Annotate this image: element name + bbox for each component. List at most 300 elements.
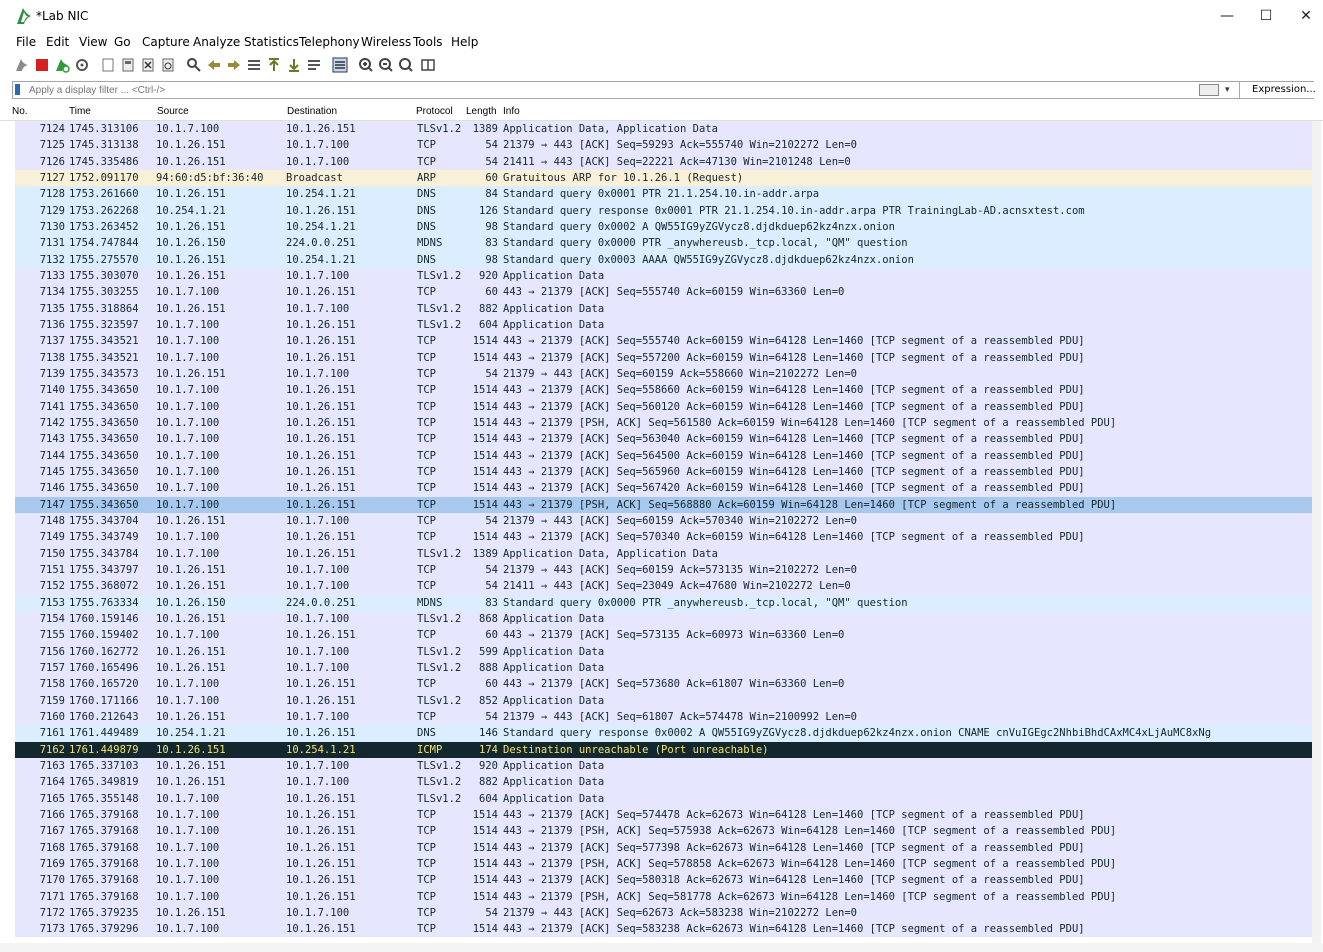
- packet-protocol: TLSv1.2: [417, 123, 462, 135]
- packet-row[interactable]: [15, 758, 1312, 774]
- packet-time: 1755.343784: [69, 547, 139, 560]
- packet-length: 98: [485, 253, 498, 266]
- packet-length: 1514: [472, 808, 498, 821]
- packet-source: 10.1.7.100: [156, 694, 220, 707]
- zoom-in-icon[interactable]: [358, 57, 374, 73]
- packet-source: 10.1.26.151: [156, 759, 226, 772]
- packet-length: 60: [485, 286, 498, 299]
- go-forward-icon[interactable]: [226, 57, 242, 73]
- packet-time: 1753.262268: [69, 204, 139, 217]
- packet-length: 1514: [472, 384, 498, 397]
- packet-destination: 10.1.7.100: [286, 612, 350, 625]
- title-bar: [0, 0, 1323, 33]
- packet-row[interactable]: [15, 415, 1312, 431]
- packet-length: 98: [485, 220, 498, 233]
- window-bottom-edge: [0, 943, 1323, 952]
- packet-no: 7151: [39, 563, 65, 576]
- packet-list-scrollbar[interactable]: [1312, 121, 1321, 943]
- normal-size-icon[interactable]: [398, 57, 414, 73]
- packet-time: 1765.379296: [69, 923, 139, 936]
- packet-row[interactable]: [15, 252, 1312, 268]
- packet-length: 888: [479, 661, 498, 674]
- packet-time: 1760.212643: [69, 710, 139, 723]
- packet-row[interactable]: [15, 219, 1312, 235]
- column-length[interactable]: Length: [466, 106, 497, 117]
- packet-destination: 10.1.26.151: [286, 433, 356, 446]
- packet-info: Standard query response 0x0001 PTR 21.1.254.10.in-addr.arpa PTR TrainingLab-AD.acnsxtest.com: [503, 204, 1085, 217]
- packet-time: 1761.449489: [69, 727, 139, 740]
- auto-scroll-icon[interactable]: [306, 57, 322, 73]
- packet-no: 7148: [39, 514, 65, 527]
- packet-protocol: TLSv1.2: [417, 694, 462, 707]
- packet-row[interactable]: [15, 921, 1312, 937]
- packet-no: 7165: [39, 792, 65, 805]
- packet-row[interactable]: [15, 121, 1312, 137]
- packet-source: 10.1.26.151: [156, 612, 226, 625]
- packet-row[interactable]: [15, 611, 1312, 627]
- packet-row[interactable]: [15, 872, 1312, 888]
- packet-destination: 10.1.7.100: [286, 563, 350, 576]
- packet-time: 1765.379168: [69, 874, 139, 887]
- packet-row[interactable]: [15, 840, 1312, 856]
- packet-no: 7142: [39, 416, 65, 429]
- packet-source: 10.1.26.151: [156, 743, 226, 756]
- packet-source: 10.1.7.100: [156, 318, 220, 331]
- packet-row[interactable]: [15, 382, 1312, 398]
- packet-time: 1755.343650: [69, 416, 139, 429]
- column-info[interactable]: Info: [503, 106, 520, 117]
- go-to-packet-icon[interactable]: [246, 57, 262, 73]
- expression-button[interactable]: Expression...: [1239, 82, 1323, 98]
- packet-source: 10.1.26.151: [156, 302, 226, 315]
- packet-no: 7149: [39, 531, 65, 544]
- packet-source: 10.1.26.151: [156, 563, 226, 576]
- packet-length: 1514: [472, 874, 498, 887]
- packet-row[interactable]: [15, 627, 1312, 643]
- packet-destination: 10.1.26.151: [286, 857, 356, 870]
- packet-source: 10.1.26.151: [156, 776, 226, 789]
- display-filter-input[interactable]: [17, 82, 1209, 98]
- filter-history-dropdown[interactable]: ▾: [1225, 85, 1230, 95]
- packet-info: 21379 → 443 [ACK] Seq=60159 Ack=573135 Win=2102272 Len=0: [503, 563, 858, 576]
- packet-row[interactable]: [15, 284, 1312, 300]
- packet-row[interactable]: [15, 742, 1312, 758]
- packet-info: 443 → 21379 [ACK] Seq=580318 Ack=62673 Win=64128 Len=1460 [TCP segment of a reassembled PDU]: [503, 874, 1085, 887]
- packet-row[interactable]: [15, 513, 1312, 529]
- wireshark-fin-icon: [14, 6, 34, 26]
- last-packet-icon[interactable]: [286, 57, 302, 73]
- packet-row[interactable]: [15, 497, 1312, 513]
- packet-info: 21379 → 443 [ACK] Seq=60159 Ack=570340 Win=2102272 Len=0: [503, 514, 858, 527]
- packet-no: 7160: [39, 710, 65, 723]
- packet-time: 1765.379168: [69, 825, 139, 838]
- packet-length: 60: [485, 678, 498, 691]
- packet-protocol: TCP: [417, 155, 436, 168]
- packet-length: 146: [479, 727, 498, 740]
- packet-destination: 10.1.26.151: [286, 498, 356, 511]
- menu-telephony[interactable]: Telephony: [299, 35, 360, 49]
- packet-length: 1514: [472, 890, 498, 903]
- packet-protocol: TCP: [417, 629, 436, 642]
- column-time[interactable]: Time: [69, 106, 91, 117]
- packet-time: 1765.337103: [69, 759, 139, 772]
- packet-time: 1755.303070: [69, 269, 139, 282]
- packet-row[interactable]: [15, 350, 1312, 366]
- packet-row[interactable]: [15, 333, 1312, 349]
- packet-protocol: TLSv1.2: [417, 269, 462, 282]
- packet-source: 10.1.26.151: [156, 253, 226, 266]
- packet-destination: 10.1.26.151: [286, 123, 356, 135]
- column-protocol[interactable]: Protocol: [416, 106, 453, 117]
- packet-row[interactable]: [15, 203, 1312, 219]
- packet-destination: 10.1.7.100: [286, 302, 350, 315]
- packet-no: 7143: [39, 433, 65, 446]
- packet-destination: 10.254.1.21: [286, 188, 356, 201]
- packet-destination: 10.1.26.151: [286, 792, 356, 805]
- packet-time: 1755.343704: [69, 514, 139, 527]
- packet-time: 1755.343521: [69, 351, 139, 364]
- packet-row[interactable]: [15, 317, 1312, 333]
- packet-length: 920: [479, 269, 498, 282]
- packet-destination: 10.1.26.151: [286, 923, 356, 936]
- packet-row[interactable]: [15, 137, 1312, 153]
- packet-row[interactable]: [15, 709, 1312, 725]
- column-no[interactable]: No.: [12, 106, 28, 117]
- packet-row[interactable]: [15, 644, 1312, 660]
- packet-no: 7167: [39, 825, 65, 838]
- packet-length: 84: [485, 188, 498, 201]
- packet-row[interactable]: [15, 905, 1312, 921]
- packet-no: 7170: [39, 874, 65, 887]
- packet-row[interactable]: [15, 856, 1312, 872]
- packet-length: 83: [485, 237, 498, 250]
- packet-info: Application Data: [503, 612, 605, 625]
- column-destination[interactable]: Destination: [287, 106, 338, 117]
- packet-destination: 10.1.26.151: [286, 874, 356, 887]
- packet-row[interactable]: [15, 301, 1312, 317]
- menu-edit[interactable]: Edit: [46, 35, 70, 49]
- packet-row[interactable]: [15, 791, 1312, 807]
- packet-protocol: TCP: [417, 351, 436, 364]
- menu-statistics[interactable]: Statistics: [244, 35, 299, 49]
- packet-length: 83: [485, 596, 498, 609]
- packet-info: 443 → 21379 [ACK] Seq=563040 Ack=60159 Win=64128 Len=1460 [TCP segment of a reassembled PDU]: [503, 433, 1085, 446]
- packet-destination: 10.1.26.151: [286, 727, 356, 740]
- packet-row[interactable]: [15, 889, 1312, 905]
- packet-time: 1755.343650: [69, 400, 139, 413]
- packet-protocol: ICMP: [417, 743, 443, 756]
- packet-info: Destination unreachable (Port unreachable): [503, 743, 769, 756]
- packet-row[interactable]: [15, 807, 1312, 823]
- packet-source: 10.1.7.100: [156, 531, 220, 544]
- go-back-icon[interactable]: [206, 57, 222, 73]
- packet-no: 7124: [39, 123, 65, 135]
- packet-source: 10.1.7.100: [156, 857, 220, 870]
- stop-capture-icon[interactable]: [34, 57, 50, 73]
- menu-go[interactable]: Go: [114, 35, 131, 49]
- packet-no: 7128: [39, 188, 65, 201]
- packet-source: 10.1.26.151: [156, 710, 226, 723]
- packet-protocol: TCP: [417, 710, 436, 723]
- first-packet-icon[interactable]: [266, 57, 282, 73]
- apply-filter-arrow-icon[interactable]: [1199, 84, 1219, 96]
- packet-protocol: TLSv1.2: [417, 547, 462, 560]
- packet-info: 21379 → 443 [ACK] Seq=59293 Ack=555740 Win=2102272 Len=0: [503, 139, 858, 152]
- packet-row[interactable]: [15, 448, 1312, 464]
- packet-row[interactable]: [15, 170, 1312, 186]
- open-file-icon[interactable]: [100, 57, 116, 73]
- packet-no: 7131: [39, 237, 65, 250]
- packet-protocol: DNS: [417, 204, 436, 217]
- packet-row[interactable]: [15, 480, 1312, 496]
- packet-info: Standard query 0x0000 PTR _anywhereusb._tcp.local, "QM" question: [503, 237, 908, 250]
- display-filter-bar: [12, 81, 1314, 99]
- packet-info: 21379 → 443 [ACK] Seq=60159 Ack=558660 Win=2102272 Len=0: [503, 367, 858, 380]
- packet-source: 10.1.26.151: [156, 269, 226, 282]
- packet-no: 7173: [39, 923, 65, 936]
- packet-info: 443 → 21379 [ACK] Seq=573680 Ack=61807 Win=63360 Len=0: [503, 678, 845, 691]
- packet-row[interactable]: [15, 676, 1312, 692]
- packet-length: 54: [485, 139, 498, 152]
- colorize-icon[interactable]: [332, 57, 348, 73]
- packet-no: 7163: [39, 759, 65, 772]
- packet-info: Standard query 0x0001 PTR 21.1.254.10.in-addr.arpa: [503, 188, 820, 201]
- packet-row[interactable]: [15, 529, 1312, 545]
- packet-info: 443 → 21379 [ACK] Seq=564500 Ack=60159 Win=64128 Len=1460 [TCP segment of a reassembled PDU]: [503, 449, 1085, 462]
- save-file-icon[interactable]: [120, 57, 136, 73]
- packet-length: 1514: [472, 400, 498, 413]
- packet-source: 10.1.7.100: [156, 547, 220, 560]
- packet-source: 10.1.7.100: [156, 629, 220, 642]
- packet-destination: 10.1.26.151: [286, 678, 356, 691]
- packet-info: Application Data: [503, 759, 605, 772]
- packet-no: 7162: [39, 743, 65, 756]
- packet-destination: 10.254.1.21: [286, 743, 356, 756]
- packet-length: 1514: [472, 465, 498, 478]
- packet-no: 7161: [39, 727, 65, 740]
- packet-protocol: TCP: [417, 514, 436, 527]
- packet-destination: 10.1.26.151: [286, 482, 356, 495]
- minimize-button[interactable]: —: [1220, 8, 1234, 24]
- packet-protocol: TCP: [417, 335, 436, 348]
- packet-protocol: TCP: [417, 400, 436, 413]
- packet-info: Application Data, Application Data: [503, 123, 718, 135]
- packet-protocol: DNS: [417, 253, 436, 266]
- packet-row[interactable]: [15, 823, 1312, 839]
- packet-destination: 10.1.26.151: [286, 286, 356, 299]
- packet-row[interactable]: [15, 464, 1312, 480]
- packet-source: 10.1.26.151: [156, 645, 226, 658]
- packet-protocol: TCP: [417, 286, 436, 299]
- resize-columns-icon[interactable]: [420, 57, 436, 73]
- packet-protocol: TCP: [417, 449, 436, 462]
- maximize-button[interactable]: ☐: [1259, 8, 1273, 24]
- packet-no: 7153: [39, 596, 65, 609]
- packet-source: 10.1.7.100: [156, 825, 220, 838]
- packet-source: 94:60:d5:bf:36:40: [156, 171, 264, 184]
- packet-destination: 224.0.0.251: [286, 596, 356, 609]
- packet-length: 1514: [472, 449, 498, 462]
- packet-info: 443 → 21379 [ACK] Seq=574478 Ack=62673 Win=64128 Len=1460 [TCP segment of a reassembled PDU]: [503, 808, 1085, 821]
- packet-length: 1514: [472, 498, 498, 511]
- packet-row[interactable]: [15, 660, 1312, 676]
- packet-info: 443 → 21379 [ACK] Seq=577398 Ack=62673 Win=64128 Len=1460 [TCP segment of a reassembled PDU]: [503, 841, 1085, 854]
- packet-destination: 10.1.7.100: [286, 710, 350, 723]
- packet-source: 10.1.7.100: [156, 890, 220, 903]
- packet-length: 852: [479, 694, 498, 707]
- packet-length: 1514: [472, 416, 498, 429]
- packet-length: 60: [485, 171, 498, 184]
- packet-time: 1754.747844: [69, 237, 139, 250]
- packet-length: 604: [479, 318, 498, 331]
- packet-destination: 10.1.7.100: [286, 759, 350, 772]
- packet-length: 1514: [472, 433, 498, 446]
- packet-time: 1755.323597: [69, 318, 139, 331]
- menu-tools[interactable]: Tools: [413, 35, 443, 49]
- close-button[interactable]: ✕: [1300, 8, 1312, 24]
- packet-row[interactable]: [15, 399, 1312, 415]
- packet-length: 54: [485, 580, 498, 593]
- find-packet-icon[interactable]: [186, 57, 202, 73]
- packet-time: 1745.313138: [69, 139, 139, 152]
- packet-info: 443 → 21379 [ACK] Seq=560120 Ack=60159 Win=64128 Len=1460 [TCP segment of a reassembled PDU]: [503, 400, 1085, 413]
- packet-info: Application Data: [503, 318, 605, 331]
- packet-length: 1389: [472, 547, 498, 560]
- packet-protocol: TCP: [417, 433, 436, 446]
- packet-protocol: TLSv1.2: [417, 661, 462, 674]
- packet-row[interactable]: [15, 431, 1312, 447]
- packet-length: 882: [479, 302, 498, 315]
- packet-info: Application Data: [503, 645, 605, 658]
- packet-row[interactable]: [15, 546, 1312, 562]
- packet-protocol: TCP: [417, 923, 436, 936]
- menu-analyze[interactable]: Analyze: [193, 35, 241, 49]
- packet-protocol: TLSv1.2: [417, 776, 462, 789]
- packet-source: 10.1.7.100: [156, 808, 220, 821]
- packet-time: 1755.343521: [69, 335, 139, 348]
- packet-destination: 10.1.26.151: [286, 318, 356, 331]
- close-file-icon[interactable]: [140, 57, 156, 73]
- packet-info: Application Data, Application Data: [503, 547, 718, 560]
- packet-protocol: TCP: [417, 531, 436, 544]
- packet-row[interactable]: [15, 578, 1312, 594]
- packet-source: 10.1.26.150: [156, 237, 226, 250]
- packet-protocol: TCP: [417, 841, 436, 854]
- packet-info: Application Data: [503, 269, 605, 282]
- packet-no: 7135: [39, 302, 65, 315]
- packet-destination: 10.1.7.100: [286, 645, 350, 658]
- packet-destination: 10.1.26.151: [286, 531, 356, 544]
- packet-protocol: TLSv1.2: [417, 645, 462, 658]
- packet-row[interactable]: [15, 562, 1312, 578]
- reload-file-icon[interactable]: [160, 57, 176, 73]
- packet-no: 7145: [39, 465, 65, 478]
- packet-length: 60: [485, 629, 498, 642]
- packet-info: 443 → 21379 [PSH, ACK] Seq=578858 Ack=62673 Win=64128 Len=1460 [TCP segment of a reassembled PDU]: [503, 857, 1117, 870]
- packet-row[interactable]: [15, 366, 1312, 382]
- packet-no: 7168: [39, 841, 65, 854]
- packet-destination: 10.1.26.151: [286, 808, 356, 821]
- packet-no: 7147: [39, 498, 65, 511]
- packet-row[interactable]: [15, 774, 1312, 790]
- packet-source: 10.1.7.100: [156, 482, 220, 495]
- packet-info: 443 → 21379 [ACK] Seq=558660 Ack=60159 Win=64128 Len=1460 [TCP segment of a reassembled PDU]: [503, 384, 1085, 397]
- packet-info: 21379 → 443 [ACK] Seq=61807 Ack=574478 Win=2100992 Len=0: [503, 710, 858, 723]
- packet-info: 443 → 21379 [PSH, ACK] Seq=561580 Ack=60159 Win=64128 Len=1460 [TCP segment of a reassembled PDU]: [503, 416, 1117, 429]
- packet-destination: 10.1.26.151: [286, 841, 356, 854]
- packet-destination: 10.1.26.151: [286, 351, 356, 364]
- packet-row[interactable]: [15, 268, 1312, 284]
- packet-source: 10.1.7.100: [156, 384, 220, 397]
- packet-length: 868: [479, 612, 498, 625]
- packet-protocol: TCP: [417, 139, 436, 152]
- packet-list-header: [0, 104, 1323, 121]
- packet-length: 1514: [472, 335, 498, 348]
- restart-capture-icon[interactable]: [54, 57, 70, 73]
- packet-no: 7169: [39, 857, 65, 870]
- packet-no: 7140: [39, 384, 65, 397]
- packet-row[interactable]: [15, 154, 1312, 170]
- packet-destination: 10.1.26.151: [286, 400, 356, 413]
- menu-wireless[interactable]: Wireless: [361, 35, 412, 49]
- menu-capture[interactable]: Capture: [142, 35, 190, 49]
- packet-row[interactable]: [15, 235, 1312, 251]
- window-title: *Lab NIC: [36, 9, 89, 23]
- packet-destination: 10.254.1.21: [286, 253, 356, 266]
- packet-length: 1514: [472, 923, 498, 936]
- column-source[interactable]: Source: [157, 106, 189, 117]
- packet-no: 7130: [39, 220, 65, 233]
- packet-info: Standard query 0x0003 AAAA QW55IG9yZGVycz8.djdkduep62kz4nzx.onion: [503, 253, 914, 266]
- packet-time: 1765.379168: [69, 808, 139, 821]
- menu-file[interactable]: File: [16, 35, 37, 49]
- packet-destination: 10.1.7.100: [286, 367, 350, 380]
- packet-info: Application Data: [503, 694, 605, 707]
- packet-destination: 10.1.26.151: [286, 825, 356, 838]
- packet-length: 1514: [472, 841, 498, 854]
- packet-protocol: TCP: [417, 498, 436, 511]
- packet-protocol: TLSv1.2: [417, 612, 462, 625]
- packet-time: 1755.343749: [69, 531, 139, 544]
- packet-info: 443 → 21379 [ACK] Seq=557200 Ack=60159 Win=64128 Len=1460 [TCP segment of a reassembled PDU]: [503, 351, 1085, 364]
- packet-row[interactable]: [15, 595, 1312, 611]
- packet-time: 1755.343573: [69, 367, 139, 380]
- packet-no: 7171: [39, 890, 65, 903]
- packet-protocol: DNS: [417, 188, 436, 201]
- packet-time: 1755.275570: [69, 253, 139, 266]
- menu-help[interactable]: Help: [451, 35, 479, 49]
- packet-source: 10.1.26.151: [156, 188, 226, 201]
- start-capture-icon[interactable]: [14, 57, 30, 73]
- packet-time: 1755.343650: [69, 465, 139, 478]
- packet-time: 1765.379235: [69, 906, 139, 919]
- packet-no: 7152: [39, 580, 65, 593]
- packet-no: 7126: [39, 155, 65, 168]
- zoom-out-icon[interactable]: [378, 57, 394, 73]
- menu-view[interactable]: View: [79, 35, 108, 49]
- packet-row[interactable]: [15, 186, 1312, 202]
- capture-options-icon[interactable]: [74, 57, 90, 73]
- packet-info: Application Data: [503, 792, 605, 805]
- packet-info: 443 → 21379 [ACK] Seq=555740 Ack=60159 Win=64128 Len=1460 [TCP segment of a reassembled PDU]: [503, 335, 1085, 348]
- packet-no: 7125: [39, 139, 65, 152]
- packet-destination: 10.1.26.151: [286, 629, 356, 642]
- packet-row[interactable]: [15, 693, 1312, 709]
- packet-time: 1765.349819: [69, 776, 139, 789]
- packet-protocol: TCP: [417, 906, 436, 919]
- packet-row[interactable]: [15, 725, 1312, 741]
- packet-protocol: TCP: [417, 825, 436, 838]
